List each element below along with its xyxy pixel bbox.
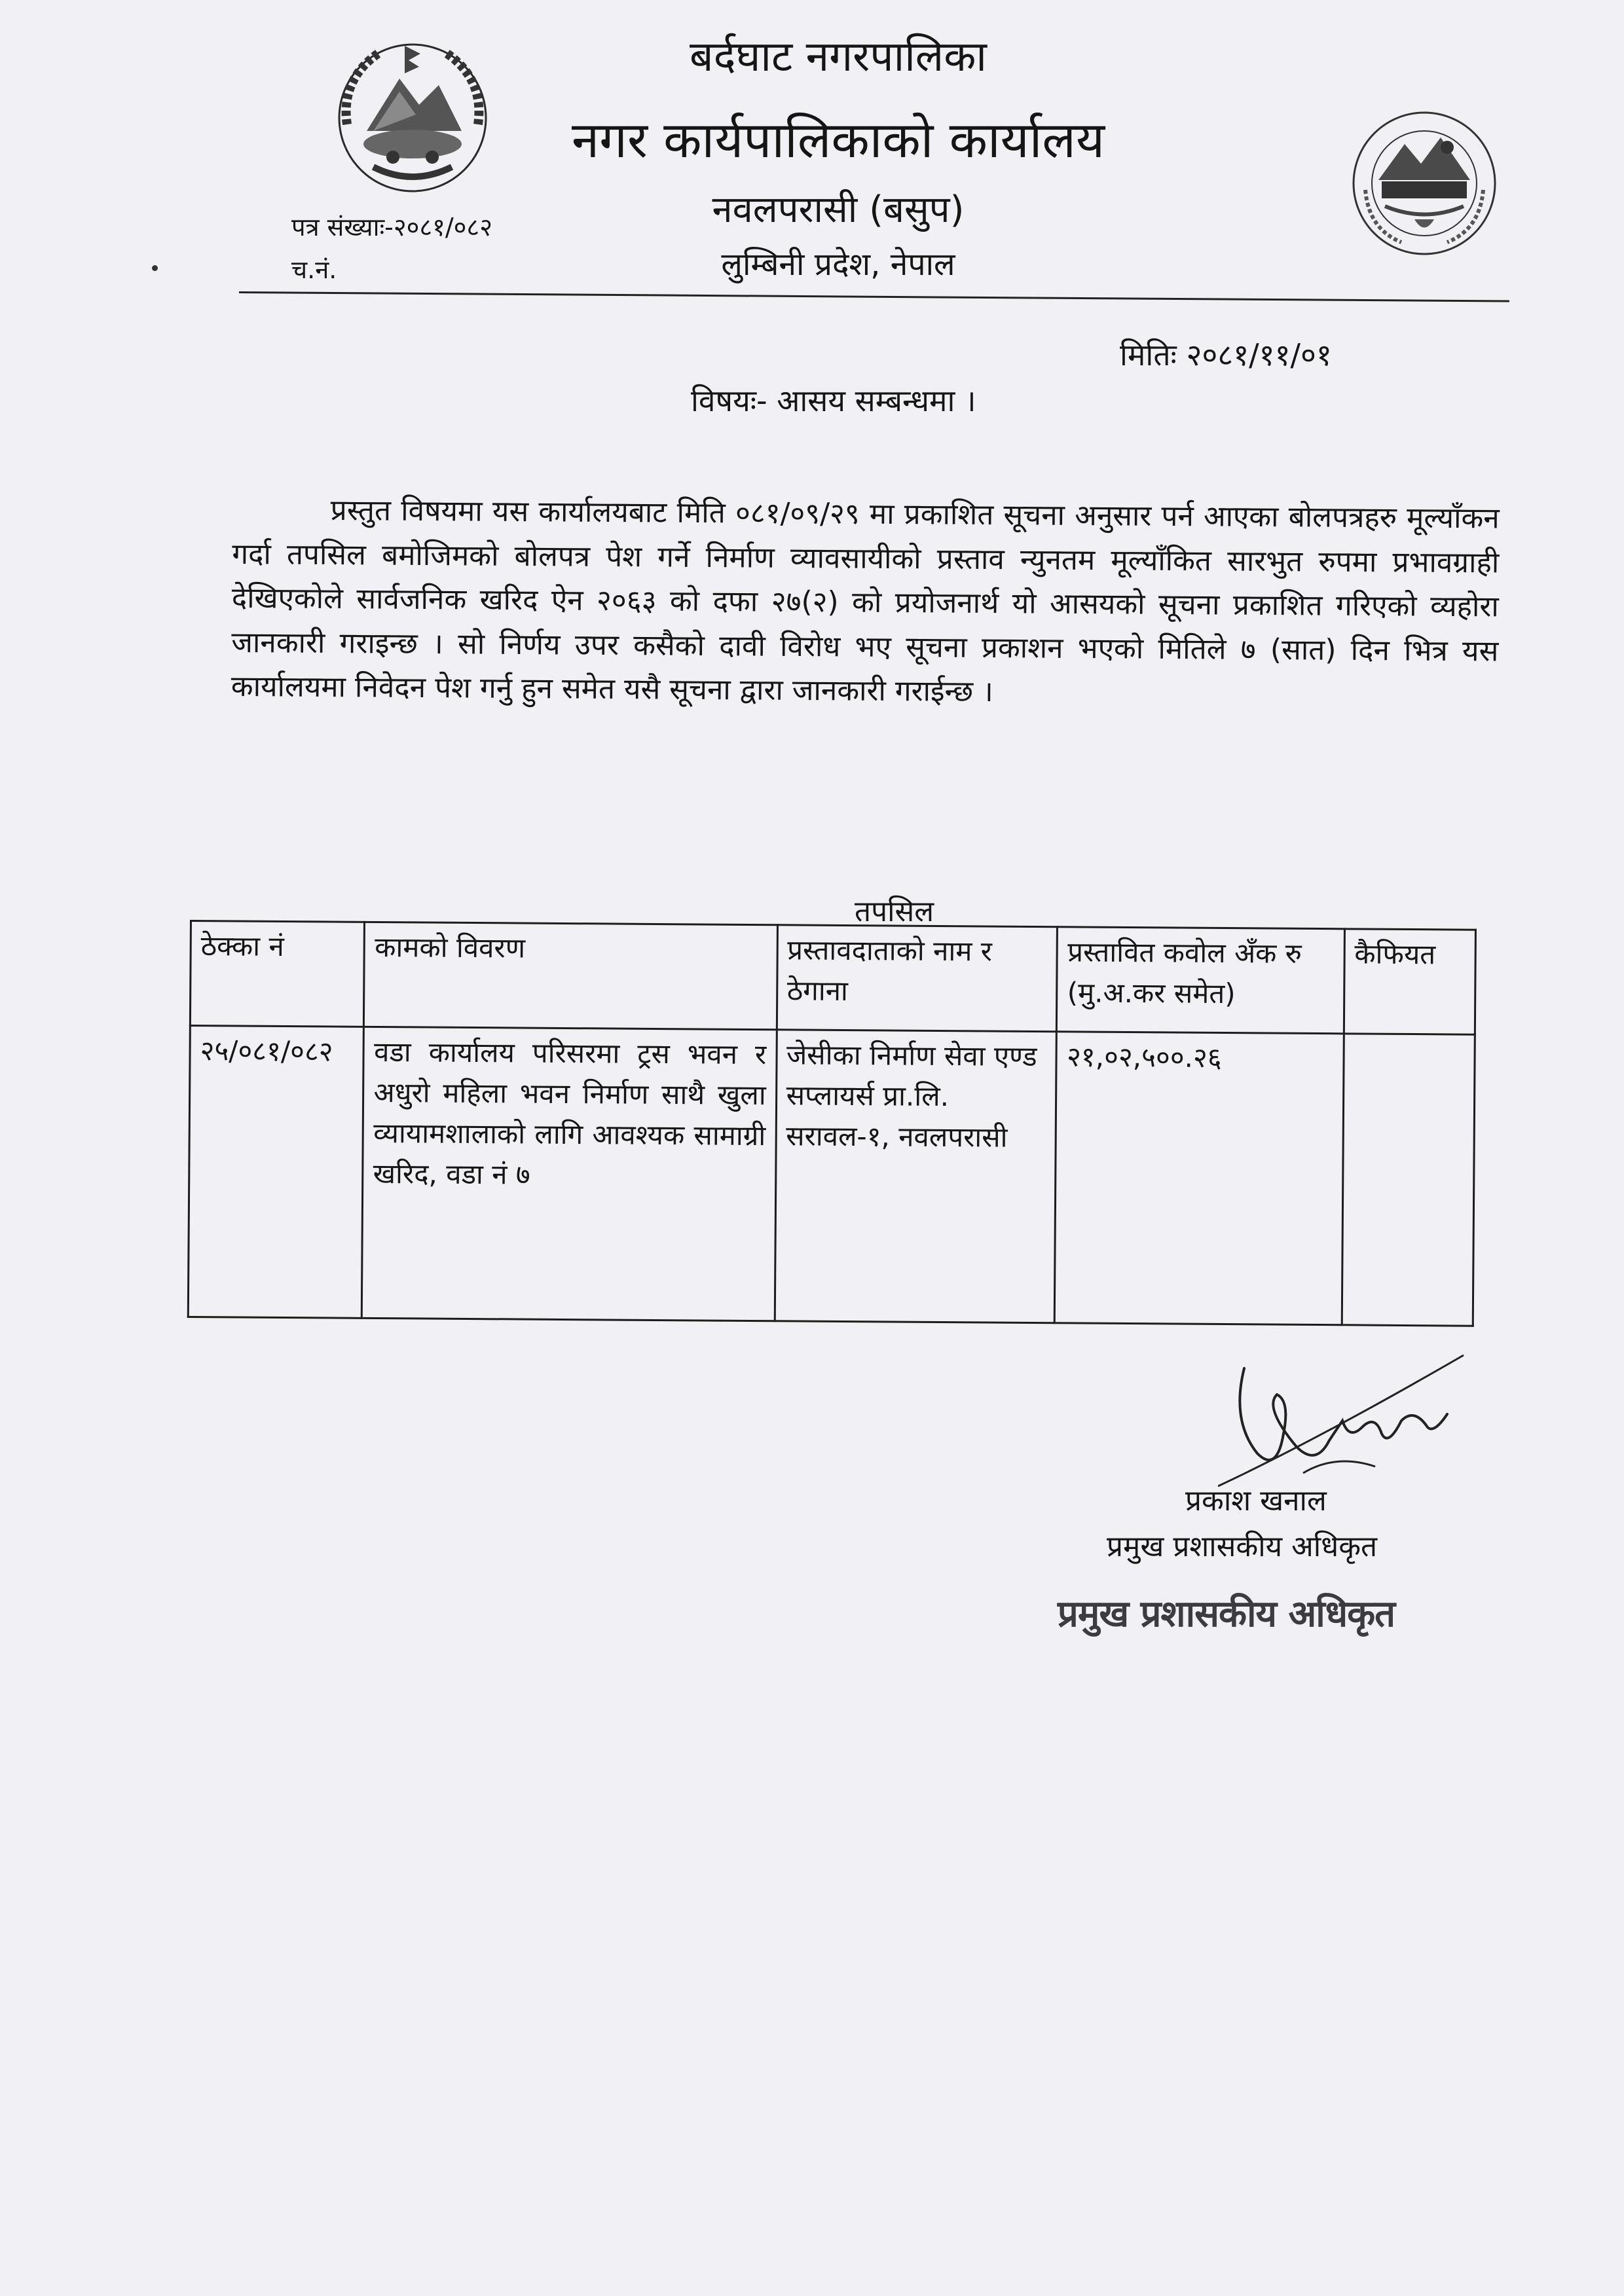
district-name: नवलपरासी (बसुप) [712, 189, 965, 231]
signatory-title: प्रमुख प्रशासकीय अधिकृत [1107, 1530, 1378, 1563]
cell-bid-amount: २१,०२,५००.२६ [1055, 1032, 1344, 1325]
municipality-name: बर्दघाट नगरपालिका [690, 33, 987, 81]
handwritten-signature [1218, 1342, 1467, 1499]
province-name: लुम्बिनी प्रदेश, नेपाल [721, 246, 955, 283]
header-divider [239, 291, 1509, 302]
header-remarks: कैफियत [1344, 929, 1475, 1034]
dispatch-number: च.नं. [291, 255, 337, 284]
table-row [188, 1026, 1475, 1326]
punch-mark [152, 265, 158, 271]
official-stamp: प्रमुख प्रशासकीय अधिकृत [1058, 1593, 1395, 1635]
bid-details-table [187, 920, 1477, 1327]
notice-date: मितिः २०८१/११/०१ [1120, 337, 1332, 373]
header-work-description: कामको विवरण [364, 922, 777, 1029]
cell-bidder: जेसीका निर्माण सेवा एण्ड सप्लायर्स प्रा.लि. सरावल-१, नवलपरासी [775, 1030, 1057, 1323]
cell-contract-no: २५/०८१/०८२ [188, 1026, 364, 1319]
office-name: नगर कार्यपालिकाको कार्यालय [571, 111, 1105, 169]
header-contract-no: ठेक्का नं [190, 921, 365, 1027]
header-bid-amount: प्रस्तावित कवोल अँक रु (मु.अ.कर समेत) [1057, 927, 1344, 1034]
table-caption: तपसिल [855, 895, 934, 928]
table-header-row [190, 921, 1475, 1035]
letter-number: पत्र संख्याः-२०८१/०८२ [291, 213, 492, 242]
notice-body: प्रस्तुत विषयमा यस कार्यालयबाट मिति ०८१/०९/२९ मा प्रकाशित सूचना अनुसार पर्न आएका बोलपत्रहरु मूल्याँकन गर्दा तपसिल बमोजिमको बोलपत्र पेश गर्ने निर्माण व्यावसायीको प्रस्ताव न्युनतम मूल्याँकित सारभुत रुपमा प्रभावग्राही देखिएकोले सार्वजनिक खरिद ऐन २०६३ को दफा २७(२) को प्रयोजनार्थ यो आसयको सूचना प्रकाशित गरिएको व्यहोरा जानकारी गराइन्छ । सो निर्णय उपर कसैको दावी विरोध भए सूचना प्रकाशन भएको मितिले ७ (सात) दिन भित्र यस कार्यालयमा निवेदन पेश गर्नु हुन समेत यसै सूचना द्वारा जानकारी गराईन्छ । [231, 494, 1500, 709]
notice-subject: विषयः- आसय सम्बन्धमा । [691, 383, 976, 418]
cell-work-description: वडा कार्यालय परिसरमा ट्रस भवन र अधुरो महिला भवन निर्माण साथै खुला व्यायामशालाको लागि आवश्यक सामाग्री खरिद, वडा नं ७ [362, 1027, 777, 1321]
signatory-name: प्रकाश खनाल [1185, 1484, 1327, 1518]
cell-remarks [1342, 1034, 1475, 1326]
header-bidder: प्रस्तावदाताको नाम र ठेगाना [777, 925, 1058, 1032]
